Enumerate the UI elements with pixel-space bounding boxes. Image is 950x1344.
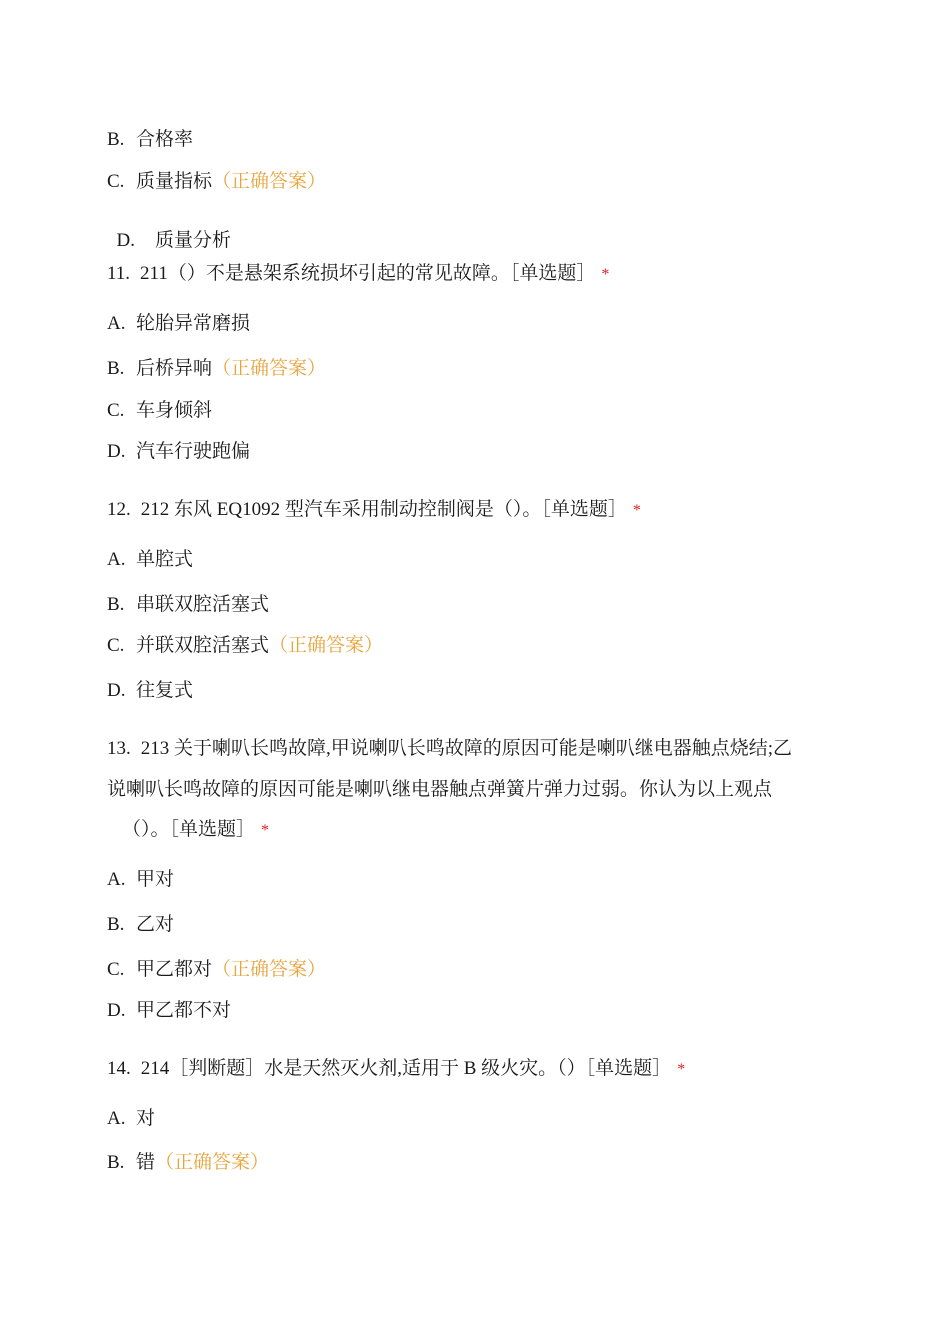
option-label: B. <box>107 1152 125 1173</box>
q13-option-a[interactable] <box>107 868 174 892</box>
q11-option-d[interactable] <box>107 440 250 464</box>
q12-option-b[interactable] <box>107 593 269 617</box>
option-label: D. <box>116 230 135 251</box>
question-text-line-3: （）。［单选题］ <box>122 819 256 840</box>
option-label: C. <box>107 959 125 980</box>
option-text: 车身倾斜 <box>136 400 213 421</box>
option-label: A. <box>107 313 126 334</box>
required-mark: * <box>261 822 270 839</box>
option-text: 乙对 <box>136 914 175 935</box>
question-text: 212 东风 EQ1092 型汽车采用制动控制阀是（）。［单选题］ <box>140 499 627 520</box>
correct-answer-tag: （正确答案） <box>212 171 327 192</box>
option-text: 对 <box>136 1108 156 1129</box>
required-mark: * <box>601 266 610 283</box>
correct-answer-tag: （正确答案） <box>212 959 327 980</box>
question-number: 14. <box>107 1058 131 1079</box>
question-number: 13. <box>107 738 131 759</box>
option-text: 汽车行驶跑偏 <box>136 441 251 462</box>
correct-answer-tag: （正确答案） <box>269 635 384 656</box>
option-text: 串联双腔活塞式 <box>136 594 270 615</box>
q12-option-a[interactable] <box>107 548 193 572</box>
q10-option-d[interactable] <box>107 205 231 253</box>
q13-option-b[interactable] <box>107 913 174 937</box>
question-text-line-1: 213 关于喇叭长鸣故障,甲说喇叭长鸣故障的原因可能是喇叭继电器触点烧结;乙 <box>140 738 793 759</box>
option-label: B. <box>107 358 125 379</box>
option-text: 错 <box>136 1152 156 1173</box>
option-text: 甲对 <box>136 869 175 890</box>
q11-option-b[interactable] <box>107 357 326 381</box>
option-text: 轮胎异常磨损 <box>136 313 251 334</box>
question-13-line-2 <box>107 778 772 802</box>
option-text: 甲乙都不对 <box>136 1000 232 1021</box>
question-12 <box>107 498 641 523</box>
question-11 <box>107 262 609 287</box>
question-text-line-2: 说喇叭长鸣故障的原因可能是喇叭继电器触点弹簧片弹力过弱。你认为以上观点 <box>107 779 773 800</box>
q14-option-a[interactable] <box>107 1107 155 1131</box>
option-text: 质量分析 <box>145 230 232 251</box>
option-label: B. <box>107 594 125 615</box>
option-text: 后桥异响 <box>136 358 213 379</box>
q11-option-a[interactable] <box>107 312 250 336</box>
option-label: A. <box>107 869 126 890</box>
option-text: 质量指标 <box>136 171 213 192</box>
question-number: 12. <box>107 499 131 520</box>
option-text: 合格率 <box>136 129 194 150</box>
option-label: D. <box>107 680 126 701</box>
question-14 <box>107 1057 685 1082</box>
q13-option-c[interactable] <box>107 958 326 982</box>
required-mark: * <box>677 1061 686 1078</box>
option-label: C. <box>107 635 125 656</box>
q11-option-c[interactable] <box>107 399 212 423</box>
q10-option-c[interactable] <box>107 170 326 194</box>
question-text: 211（）不是悬架系统损坏引起的常见故障。［单选题］ <box>140 263 596 284</box>
correct-answer-tag: （正确答案） <box>212 358 327 379</box>
q10-option-b[interactable] <box>107 128 193 152</box>
option-label: B. <box>107 914 125 935</box>
option-text: 往复式 <box>136 680 194 701</box>
required-mark: * <box>632 502 641 519</box>
option-text: 甲乙都对 <box>136 959 213 980</box>
option-label: A. <box>107 1108 126 1129</box>
correct-answer-tag: （正确答案） <box>155 1152 270 1173</box>
question-text: 214［判断题］水是天然灭火剂,适用于 B 级火灾。（）［单选题］ <box>140 1058 672 1079</box>
question-13 <box>107 737 792 761</box>
q14-option-b[interactable] <box>107 1151 269 1175</box>
option-label: D. <box>107 1000 126 1021</box>
option-text: 并联双腔活塞式 <box>136 635 270 656</box>
q12-option-d[interactable] <box>107 679 193 703</box>
option-label: C. <box>107 400 125 421</box>
question-13-line-3 <box>122 818 269 843</box>
question-number: 11. <box>107 263 131 284</box>
option-text: 单腔式 <box>136 549 194 570</box>
option-label: A. <box>107 549 126 570</box>
q13-option-d[interactable] <box>107 999 231 1023</box>
q12-option-c[interactable] <box>107 634 383 658</box>
option-label: B. <box>107 129 125 150</box>
option-label: D. <box>107 441 126 462</box>
option-label: C. <box>107 171 125 192</box>
